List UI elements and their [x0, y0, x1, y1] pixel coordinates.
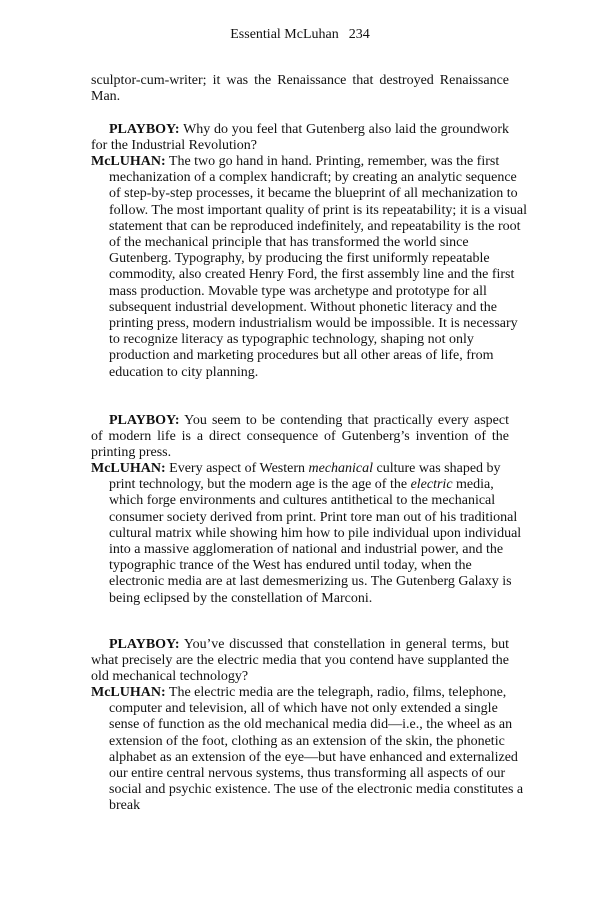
answer-2: [91, 461, 527, 607]
speaker-label: McLUHAN:: [91, 685, 166, 700]
speaker-label: PLAYBOY:: [109, 122, 180, 137]
header-title: Essential McLuhan: [230, 27, 339, 42]
running-header: [0, 27, 600, 43]
answer-text-part-3: media, which forge environments and cultures antithetical to the mechanical consumer society derived from print. Print tore man out of his traditional cultural matrix while showing him how to pile individual upon individual into a massive agglomeration of national and industrial power, and the typographic trance of the West has endured until today, when the electronic media are at last demesmerizing us. The Gutenberg Galaxy is being eclipsed by the constellation of Marconi.: [109, 477, 522, 606]
question-2: [91, 413, 509, 462]
question-3: [91, 637, 509, 686]
answer-text: The electric media are the telegraph, radio, films, telephone, computer and television, all of which have not only extended a single sense of function as the old mechanical media did—i.e., the wheel as an extension of the foot, clothing as an extension of the skin, the phonetic alphabet as an extension of the eye—but have enhanced and externalized our entire central nervous systems, thus transforming all aspects of our social and psychic existence. The use of the electronic media constitutes a break: [109, 685, 524, 814]
question-text: Why do you feel that Gutenberg also laid the groundwork for the Industrial Revolution?: [91, 122, 510, 154]
continuation-paragraph: sculptor-cum-writer; it was the Renaissance that destroyed Renaissance Man.: [91, 73, 509, 105]
emphasis-mechanical: mechanical: [308, 461, 374, 476]
emphasis-electric: electric: [410, 477, 453, 493]
answer-3: [91, 685, 527, 815]
answer-1: [91, 154, 527, 381]
page-number: 234: [348, 27, 370, 42]
speaker-label: McLUHAN:: [91, 461, 166, 476]
speaker-label: PLAYBOY:: [109, 637, 180, 652]
speaker-label: McLUHAN:: [91, 154, 166, 169]
answer-text-part-1: Every aspect of Western: [169, 461, 309, 476]
question-text: You seem to be contending that practically every aspect of modern life is a direct consequence of Gutenberg’s invention of the printing press.: [91, 413, 509, 461]
speaker-label: PLAYBOY:: [109, 413, 180, 428]
question-text: You’ve discussed that constellation in general terms, but what precisely are the electric media that you contend have supplanted the old mechanical technology?: [91, 637, 509, 685]
question-1: [91, 122, 509, 154]
answer-text-part-2: culture was shaped by print technology, but the modern age is the age of the: [109, 461, 501, 493]
answer-text: The two go hand in hand. Printing, remember, was the first mechanization of a complex handicraft; by creating an analytic sequence of step-by-step processes, it became the blueprint of all mechanization to follow. The most important quality of print is its repeatability; it is a visual statement that can be reproduced indefinitely, and repeatability is the root of the mechanical principle that has transformed the world since Gutenberg. Typography, by producing the first uniformly repeatable commodity, also created Henry Ford, the first assembly line and the first mass production. Movable type was archetype and prototype for all subsequent industrial development. Without phonetic literacy and the printing press, modern industrialism would be impossible. It is necessary to recognize literacy as typographic technology, shaping not only production and marketing procedures but all other areas of life, from education to city planning.: [109, 154, 527, 380]
